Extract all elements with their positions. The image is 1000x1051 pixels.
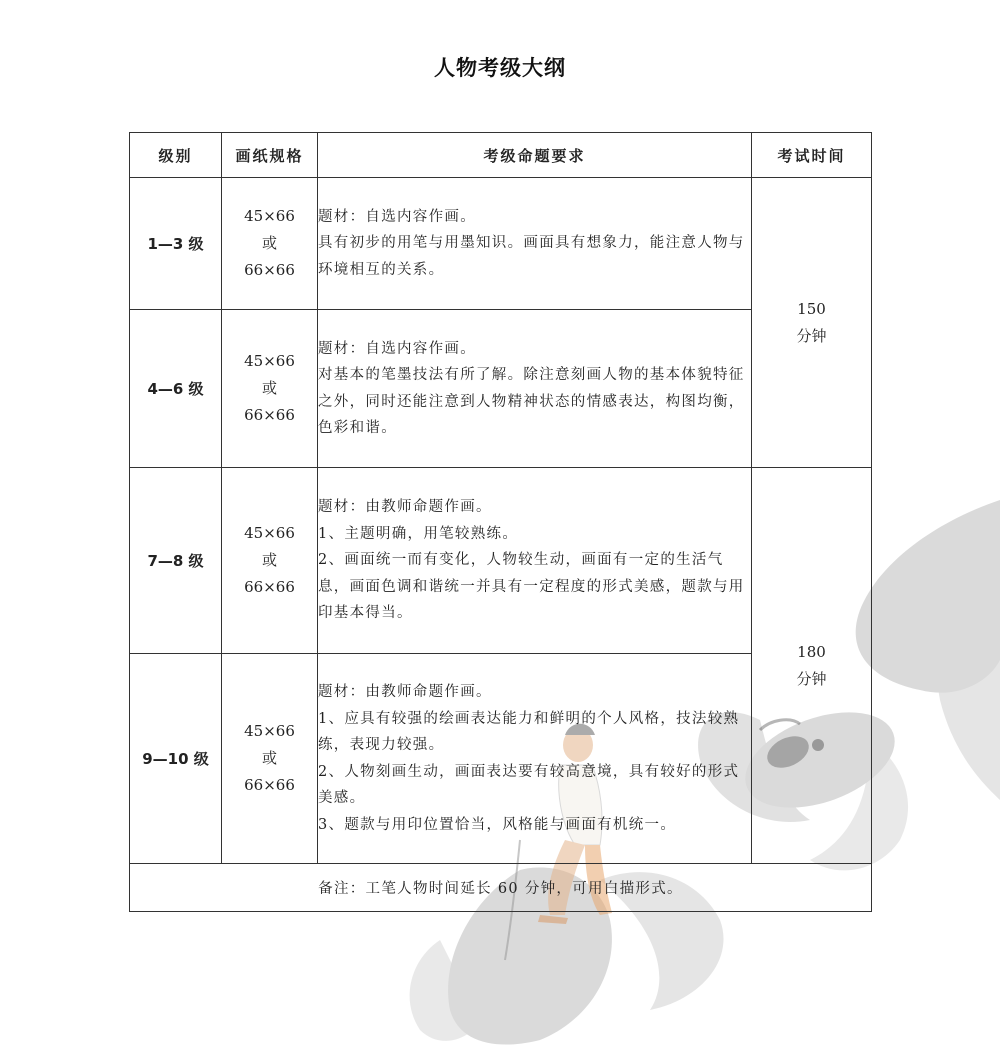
time-unit: 分钟 (796, 669, 827, 688)
note-row (130, 864, 872, 912)
note-text: 备注：工笔人物时间延长 60 分钟，可用白描形式。 (130, 864, 872, 912)
time-value: 180 (797, 642, 826, 661)
size-option: 66×66 (244, 406, 295, 424)
paper-size-cell (222, 178, 318, 310)
size-option: 45×66 (244, 722, 295, 740)
level-cell: 1—3 级 (130, 178, 222, 310)
requirement-line: 2、人物刻画生动，画面表达要有较高意境，具有较好的形式美感。 (318, 763, 740, 806)
size-option: 66×66 (244, 776, 295, 794)
size-option: 66×66 (244, 261, 295, 279)
requirement-line: 3、题款与用印位置恰当，风格能与画面有机统一。 (318, 816, 677, 833)
paper-size-cell (222, 310, 318, 468)
size-option: 45×66 (244, 352, 295, 370)
requirement-line: 1、应具有较强的绘画表达能力和鲜明的个人风格，技法较熟练，表现力较强。 (318, 710, 740, 753)
exam-time-cell (752, 468, 872, 864)
level-cell: 9—10 级 (130, 654, 222, 864)
header-level: 级别 (130, 133, 222, 178)
size-or: 或 (261, 749, 277, 767)
requirement-line: 2、画面统一而有变化，人物较生动，画面有一定的生活气息，画面色调和谐统一并具有一定程度的形式美感，题款与用印基本得当。 (318, 552, 745, 622)
level-cell: 4—6 级 (130, 310, 222, 468)
size-or: 或 (261, 234, 277, 252)
size-option: 45×66 (244, 207, 295, 225)
requirements-cell (318, 468, 752, 654)
time-value: 150 (797, 299, 826, 318)
size-or: 或 (261, 379, 277, 397)
header-requirements: 考级命题要求 (318, 133, 752, 178)
requirement-line: 对基本的笔墨技法有所了解。除注意刻画人物的基本体貌特征之外，同时还能注意到人物精神状态的情感表达，构图均衡，色彩和谐。 (318, 367, 745, 436)
time-unit: 分钟 (796, 326, 827, 345)
size-or: 或 (261, 551, 277, 569)
requirement-line: 题材：自选内容作画。 (318, 340, 476, 357)
requirement-line: 题材：自选内容作画。 (318, 208, 476, 225)
table-row (130, 468, 872, 654)
requirement-line: 题材：由教师命题作画。 (318, 499, 492, 516)
table-header-row (130, 133, 872, 178)
exam-time-cell (752, 178, 872, 468)
size-option: 45×66 (244, 524, 295, 542)
requirement-line: 具有初步的用笔与用墨知识。画面具有想象力，能注意人物与环境相互的关系。 (318, 235, 745, 278)
requirements-cell (318, 178, 752, 310)
page-title: 人物考级大纲 (434, 56, 566, 80)
requirement-line: 题材：由教师命题作画。 (318, 684, 492, 700)
header-exam-time: 考试时间 (752, 133, 872, 178)
paper-size-cell (222, 654, 318, 864)
requirement-line: 1、主题明确，用笔较熟练。 (318, 525, 519, 542)
header-paper-size: 画纸规格 (222, 133, 318, 178)
level-cell: 7—8 级 (130, 468, 222, 654)
paper-size-cell (222, 468, 318, 654)
requirements-cell (318, 310, 752, 468)
table-row (130, 178, 872, 310)
exam-outline-table (129, 132, 872, 912)
size-option: 66×66 (244, 578, 295, 596)
requirements-cell (318, 654, 752, 864)
